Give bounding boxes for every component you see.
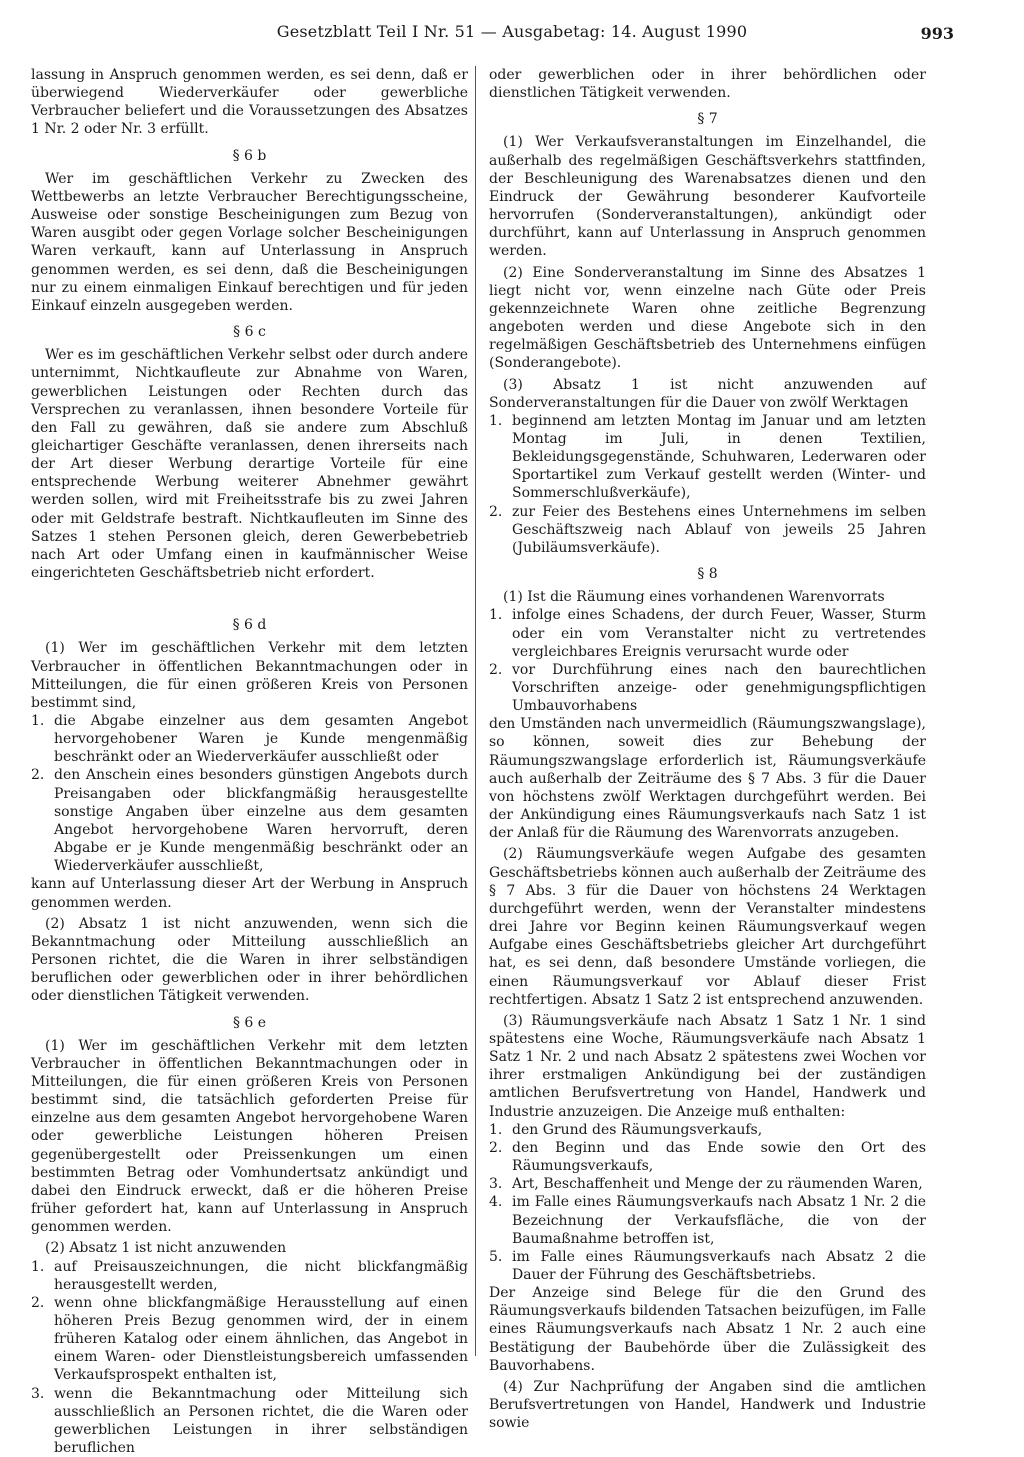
list-item-text: den Anschein eines besonders günstigen Angebots durch Preisangaben oder blickfangmäßig herausgestellte sonstige Angaben über einzelne aus dem gesamten Angebot hervorgehobene Waren hervorruft, deren Abgabe er je Kunde mengenmäßig beschränkt oder an Wiederverkäufer ausschließt, <box>54 767 468 875</box>
list-item-number: 1. <box>489 412 503 429</box>
list-item-text: den Grund des Räumungsverkaufs, <box>512 1121 763 1138</box>
list-item-text: auf Preisauszeichnungen, die nicht blickfangmäßig herausgestellt werden, <box>54 1258 468 1293</box>
paragraph: (1) Ist die Räumung eines vorhandenen Warenvorrats <box>503 589 885 606</box>
list-item-number: 1. <box>31 1258 45 1275</box>
page-number: 993 <box>920 24 954 43</box>
list-item <box>489 1175 926 1193</box>
paragraph: Der Anzeige sind Belege für die den Grund des Räumungsverkaufs bildenden Tatsachen beizufügen, im Falle eines Räumungsverkaufs nach Absatz 1 Nr. 2 auch eine Bestätigung der Baubehörde über die Zulässigkeit des Bauvorhabens. <box>489 1285 926 1374</box>
section-heading-6d: § 6 d <box>232 617 267 634</box>
section-heading-8: § 8 <box>697 566 718 583</box>
section-heading-6c: § 6 c <box>233 324 266 341</box>
section-heading-6b: § 6 b <box>232 147 267 164</box>
list-item-text: wenn die Bekanntmachung oder Mitteilung sich ausschließlich an Personen richtet, die die Waren oder gewerblichen Leistungen in ihrer selbständigen beruflichen <box>54 1385 468 1457</box>
paragraph: (1) Wer im geschäftlichen Verkehr mit dem letzten Verbraucher in öffentlichen Bekanntmachungen oder in Mitteilungen, die für einen größeren Kreis von Personen bestimmt sind, die tatsächlich geforderten Preise für einzelne aus dem gesamten Angebot hervorgehobene Waren oder gewerbliche Leistungen höheren Preisen gegenübergestellt oder Preissenkungen um einen bestimmten Betrag oder Vomhundertsatz ankündigt und dabei den Eindruck erweckt, daß er die höheren Preise früher gefordert hat, kann auf Unterlassung in Anspruch genommen werden. <box>31 1037 468 1236</box>
list-item-number: 3. <box>489 1176 503 1193</box>
list-item <box>489 412 926 503</box>
paragraph: den Umständen nach unvermeidlich (Räumungszwangslage), so können, soweit dies zur Behebung der Räumungszwangslage erforderlich ist, Räumungsverkäufe auch außerhalb der Zeiträume des § 7 Abs. 3 für die Dauer von höchstens zwölf Werktagen durchgeführt werden. Bei der Ankündigung eines Räumungsverkaufs nach Satz 1 ist der Anlaß für die Räumung des Warenvorrats anzugeben. <box>489 716 926 842</box>
paragraph: (2) Räumungsverkäufe wegen Aufgabe des gesamten Geschäftsbetriebs können auch außerhalb der Zeiträume des § 7 Abs. 3 für die Dauer von höchstens 24 Werktagen durchgeführt werden, wenn der Veranstalter mindestens drei Jahre vor Beginn keinen Räumungsverkauf wegen Aufgabe eines Geschäftsbetriebs gleicher Art durchgeführt hat, es sei denn, daß besondere Umstände vorliegen, die einen Räumungsverkauf vor Ablauf dieser Frist rechtfertigen. Absatz 1 Satz 2 ist entsprechend anzuwenden. <box>489 846 926 1008</box>
list-item-text: wenn ohne blickfangmäßige Herausstellung auf einen höheren Preis Bezug genommen wird, der in einem früheren Katalog oder einem ähnlichen, das Angebot in einem Waren- oder Dienstleistungsbereich umfassenden Verkaufsprospekt enthalten ist, <box>54 1294 468 1384</box>
list-item-number: 3. <box>31 1385 45 1402</box>
list-item-number: 1. <box>489 1121 503 1138</box>
list-item <box>31 1258 468 1294</box>
list-item-text: Art, Beschaffenheit und Menge der zu räumenden Waren, <box>512 1176 923 1193</box>
list-item-text: im Falle eines Räumungsverkaufs nach Absatz 1 Nr. 2 die Bezeichnung der Verkaufsfläche, die von der Baumaßnahme betroffen ist, <box>512 1194 926 1247</box>
numbered-list <box>31 712 468 875</box>
paragraph: Wer es im geschäftlichen Verkehr selbst oder durch andere unternimmt, Nichtkaufleute zur Abnahme von Waren, gewerblichen Leistungen oder Rechten durch das Versprechen zu veranlassen, ihnen besondere Vorteile für den Fall zu gewähren, daß sie andere zum Abschluß gleichartiger Geschäfte veranlassen, denen ihrerseits nach der Art dieser Werbung derartige Vorteile für eine entsprechende Werbung weiterer Abnehmer gewährt werden sollen, wird mit Freiheitsstrafe bis zu zwei Jahren oder mit Geldstrafe bestraft. Nichtkaufleuten im Sinne des Satzes 1 stehen Personen gleich, deren Gewerbebetrieb nach Art oder Umfang einen in kaufmännischer Weise eingerichteten Geschäftsbetrieb nicht erfordert. <box>31 347 468 582</box>
paragraph: (1) Wer im geschäftlichen Verkehr mit dem letzten Verbraucher in öffentlichen Bekanntmachungen oder in Mitteilungen, die für einen größeren Kreis von Personen bestimmt sind, <box>31 640 468 711</box>
paragraph: kann auf Unterlassung dieser Art der Werbung in Anspruch genommen werden. <box>31 876 468 911</box>
list-item <box>489 1248 926 1284</box>
list-item-number: 2. <box>489 503 503 520</box>
list-item-number: 1. <box>31 713 45 729</box>
list-item-text: vor Durchführung eines nach den baurechtlichen Vorschriften anzeige- oder genehmigungspflichtigen Umbauvorhabens <box>512 661 926 715</box>
list-item <box>489 661 926 715</box>
list-item <box>31 1385 468 1457</box>
list-item-number: 2. <box>489 1139 503 1156</box>
paragraph: (3) Absatz 1 ist nicht anzuwenden auf Sonderveranstaltungen für die Dauer von zwölf Werktagen <box>489 376 926 411</box>
numbered-list <box>31 1258 468 1457</box>
list-item <box>489 503 926 557</box>
list-item-text: die Abgabe einzelner aus dem gesamten Angebot hervorgehobener Waren je Kunde mengenmäßig beschränkt oder an Wiederverkäufer ausschließt oder <box>54 713 468 766</box>
list-item-number: 2. <box>31 767 45 784</box>
list-item <box>489 1121 926 1139</box>
list-item-text: zur Feier des Bestehens eines Unternehmens im selben Geschäftszweig nach Ablauf von jeweils 25 Jahren (Jubiläumsverkäufe). <box>512 503 926 556</box>
list-item-text: im Falle eines Räumungsverkaufs nach Absatz 2 die Dauer der Führung des Geschäftsbetriebs. <box>512 1248 926 1283</box>
right-column <box>489 66 926 1432</box>
list-item <box>31 1294 468 1385</box>
list-item-text: den Beginn und das Ende sowie den Ort des Räumungsverkaufs, <box>512 1139 926 1175</box>
list-item <box>489 606 926 660</box>
list-item-text: beginnend am letzten Montag im Januar und am letzten Montag im Juli, in denen Textilien, Bekleidungsgegenstände, Schuhwaren, Lederwaren oder Sportartikel zum Verkauf gestellt werden (Winter- und Sommerschlußverkäufe), <box>512 412 926 502</box>
paragraph: (1) Wer Verkaufsveranstaltungen im Einzelhandel, die außerhalb des regelmäßigen Geschäftsverkehrs stattfinden, der Beschleunigung des Warenabsatzes dienen und den Eindruck der Gewährung besonderer Kaufvorteile hervorrufen (Sonderveranstaltungen), ankündigt oder durchführt, kann auf Unterlassung in Anspruch genommen werden. <box>489 134 926 260</box>
continuation-paragraph: lassung in Anspruch genommen werden, es sei denn, daß er überwiegend Wiederverkäufer oder gewerbliche Verbraucher beliefert und die Voraussetzungen des Absatzes 1 Nr. 2 oder Nr. 3 erfüllt. <box>31 67 468 138</box>
list-item-number: 1. <box>489 607 503 624</box>
list-item <box>489 1193 926 1247</box>
list-item-number: 2. <box>31 1294 45 1311</box>
section-heading-6e: § 6 e <box>232 1014 267 1031</box>
spacer <box>31 582 468 608</box>
numbered-list <box>489 1121 926 1284</box>
paragraph: (2) Absatz 1 ist nicht anzuwenden, wenn sich die Bekanntmachung oder Mitteilung ausschließlich an Personen richtet, die die Waren in ihrer selbständigen beruflichen oder gewerblichen oder in ihrer behördlichen oder dienstlichen Tätigkeit verwenden. <box>31 915 468 1005</box>
list-item-text: infolge eines Schadens, der durch Feuer, Wasser, Sturm oder ein vom Veranstalter nicht zu vertretendes vergleichbares Ereignis verursacht wurde oder <box>512 607 926 660</box>
column-divider <box>475 66 476 1356</box>
paragraph: (4) Zur Nachprüfung der Angaben sind die amtlichen Berufsvertretungen von Handel, Handwerk und Industrie sowie <box>489 1378 926 1432</box>
numbered-list <box>489 606 926 715</box>
paragraph: (3) Räumungsverkäufe nach Absatz 1 Satz 1 Nr. 1 sind spätestens eine Woche, Räumungsverkäufe nach Absatz 1 Satz 1 Nr. 2 und nach Absatz 2 spätestens zwei Wochen vor ihrer erstmaligen Ankündigung bei der zuständigen amtlichen Berufsvertretung von Handel, Handwerk und Industrie anzuzeigen. Die Anzeige muß enthalten: <box>489 1012 926 1120</box>
page-header <box>0 0 1024 50</box>
list-item <box>31 712 468 766</box>
page-title: Gesetzblatt Teil I Nr. 51 — Ausgabetag: 14. August 1990 <box>276 22 748 41</box>
list-item <box>489 1139 926 1175</box>
left-column <box>31 66 468 1457</box>
list-item-number: 2. <box>489 661 503 678</box>
continuation-paragraph: oder gewerblichen oder in ihrer behördlichen oder dienstlichen Tätigkeit verwenden. <box>489 67 926 102</box>
paragraph: (2) Eine Sonderveranstaltung im Sinne des Absatzes 1 liegt nicht vor, wenn einzelne nach Güte oder Preis gekennzeichnete Waren ohne zeitliche Begrenzung angeboten werden und diese Angebote sich in den regelmäßigen Geschäftsbetrieb des Unternehmens einfügen (Sonderangebote). <box>489 264 926 372</box>
paragraph: (2) Absatz 1 ist nicht anzuwenden <box>45 1240 287 1257</box>
numbered-list <box>489 412 926 557</box>
list-item-number: 5. <box>489 1248 503 1265</box>
list-item-number: 4. <box>489 1194 503 1211</box>
list-item <box>31 766 468 875</box>
paragraph: Wer im geschäftlichen Verkehr zu Zwecken des Wettbewerbs an letzte Verbraucher Berechtigungsscheine, Ausweise oder sonstige Bescheinigungen zum Bezug von Waren ausgibt oder gegen Vorlage solcher Bescheinigungen Waren verkauft, kann auf Unterlassung in Anspruch genommen werden, es sei denn, daß die Bescheinigungen nur zu einem einmaligen Einkauf berechtigen und für jeden Einkauf einzeln ausgegeben werden. <box>31 170 468 314</box>
section-heading-7: § 7 <box>697 111 718 128</box>
